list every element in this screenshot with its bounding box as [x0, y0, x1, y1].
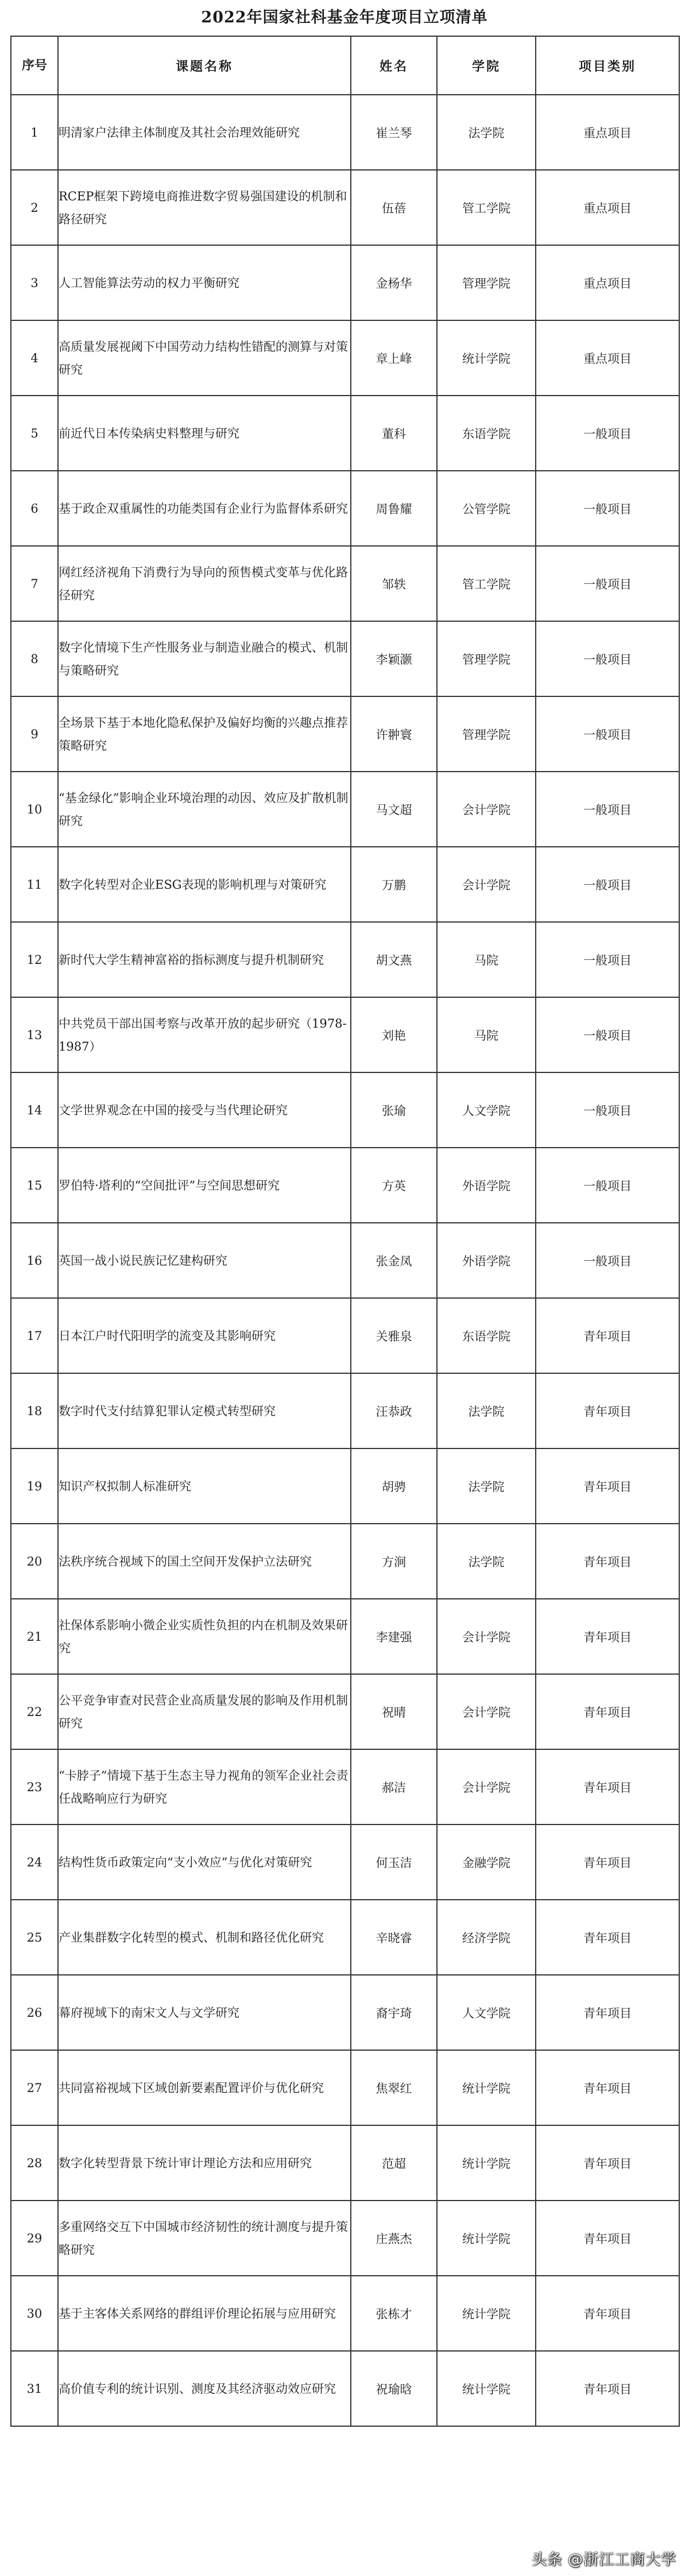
cell-name: 庄燕杰: [351, 2201, 437, 2276]
cell-type: 青年项目: [536, 1824, 679, 1900]
table-row: [11, 1223, 679, 1298]
cell-type: 一般项目: [536, 621, 679, 696]
cell-no: 26: [11, 1975, 58, 2050]
cell-no: 23: [11, 1749, 58, 1824]
cell-college: 外语学院: [437, 1148, 536, 1223]
cell-title: 明清家户法律主体制度及其社会治理效能研究: [58, 95, 351, 170]
table-row: [11, 1524, 679, 1599]
cell-title: 社保体系影响小微企业实质性负担的内在机制及效果研究: [58, 1599, 351, 1674]
cell-name: 祝晴: [351, 1674, 437, 1749]
cell-type: 重点项目: [536, 170, 679, 245]
cell-name: 汪恭政: [351, 1373, 437, 1448]
cell-no: 21: [11, 1599, 58, 1674]
table-row: [11, 772, 679, 847]
cell-title: 结构性货币政策定向“支小效应”与优化对策研究: [58, 1824, 351, 1900]
table-row: [11, 245, 679, 320]
table-row: [11, 2201, 679, 2276]
cell-college: 管工学院: [437, 546, 536, 621]
cell-type: 青年项目: [536, 2351, 679, 2426]
cell-no: 31: [11, 2351, 58, 2426]
cell-type: 青年项目: [536, 1373, 679, 1448]
cell-title: RCEP框架下跨境电商推进数字贸易强国建设的机制和路径研究: [58, 170, 351, 245]
cell-type: 青年项目: [536, 1749, 679, 1824]
cell-title: 全场景下基于本地化隐私保护及偏好均衡的兴趣点推荐策略研究: [58, 696, 351, 772]
cell-type: 一般项目: [536, 546, 679, 621]
table-row: [11, 1599, 679, 1674]
cell-no: 11: [11, 847, 58, 922]
cell-college: 统计学院: [437, 2276, 536, 2351]
table-row: [11, 1749, 679, 1824]
table-row: [11, 1674, 679, 1749]
cell-name: 邹轶: [351, 546, 437, 621]
cell-no: 22: [11, 1674, 58, 1749]
cell-name: 马文超: [351, 772, 437, 847]
table-row: [11, 1373, 679, 1448]
cell-name: 胡骋: [351, 1448, 437, 1524]
cell-college: 金融学院: [437, 1824, 536, 1900]
table-row: [11, 396, 679, 471]
cell-no: 16: [11, 1223, 58, 1298]
cell-type: 一般项目: [536, 696, 679, 772]
cell-type: 重点项目: [536, 245, 679, 320]
cell-title: 数字时代支付结算犯罪认定模式转型研究: [58, 1373, 351, 1448]
cell-title: 数字化转型背景下统计审计理论方法和应用研究: [58, 2125, 351, 2201]
cell-type: 一般项目: [536, 1072, 679, 1148]
cell-college: 统计学院: [437, 320, 536, 396]
cell-college: 会计学院: [437, 1749, 536, 1824]
table-row: [11, 1975, 679, 2050]
cell-title: 日本江户时代阳明学的流变及其影响研究: [58, 1298, 351, 1373]
cell-name: 胡文燕: [351, 922, 437, 997]
cell-type: 一般项目: [536, 1148, 679, 1223]
cell-no: 8: [11, 621, 58, 696]
cell-no: 12: [11, 922, 58, 997]
cell-college: 东语学院: [437, 396, 536, 471]
cell-title: 文学世界观念在中国的接受与当代理论研究: [58, 1072, 351, 1148]
table-row: [11, 1072, 679, 1148]
table-row: [11, 95, 679, 170]
table-row: [11, 1900, 679, 1975]
cell-no: 24: [11, 1824, 58, 1900]
cell-no: 2: [11, 170, 58, 245]
cell-college: 法学院: [437, 1448, 536, 1524]
cell-college: 会计学院: [437, 772, 536, 847]
cell-title: 高质量发展视阈下中国劳动力结构性错配的测算与对策研究: [58, 320, 351, 396]
table-row: [11, 170, 679, 245]
cell-name: 许翀寰: [351, 696, 437, 772]
cell-name: 何玉洁: [351, 1824, 437, 1900]
cell-no: 13: [11, 997, 58, 1072]
cell-college: 法学院: [437, 1373, 536, 1448]
cell-title: 罗伯特·塔利的“空间批评”与空间思想研究: [58, 1148, 351, 1223]
cell-type: 重点项目: [536, 320, 679, 396]
table-row: [11, 2351, 679, 2426]
cell-name: 祝瑜晗: [351, 2351, 437, 2426]
cell-title: 人工智能算法劳动的权力平衡研究: [58, 245, 351, 320]
cell-name: 万鹏: [351, 847, 437, 922]
cell-name: 裔宇琦: [351, 1975, 437, 2050]
cell-title: 基于政企双重属性的功能类国有企业行为监督体系研究: [58, 471, 351, 546]
cell-college: 管工学院: [437, 170, 536, 245]
cell-title: 网红经济视角下消费行为导向的预售模式变革与优化路径研究: [58, 546, 351, 621]
cell-college: 统计学院: [437, 2201, 536, 2276]
cell-name: 章上峰: [351, 320, 437, 396]
table-row: [11, 2050, 679, 2125]
cell-type: 青年项目: [536, 1298, 679, 1373]
cell-type: 青年项目: [536, 2050, 679, 2125]
cell-no: 18: [11, 1373, 58, 1448]
cell-title: 知识产权拟制人标准研究: [58, 1448, 351, 1524]
cell-name: 方英: [351, 1148, 437, 1223]
cell-college: 会计学院: [437, 1674, 536, 1749]
cell-college: 会计学院: [437, 847, 536, 922]
table-row: [11, 2125, 679, 2201]
cell-title: 多重网络交互下中国城市经济韧性的统计测度与提升策略研究: [58, 2201, 351, 2276]
cell-college: 经济学院: [437, 1900, 536, 1975]
cell-college: 外语学院: [437, 1223, 536, 1298]
cell-type: 一般项目: [536, 396, 679, 471]
watermark: 头条 @浙江工商大学: [531, 2551, 676, 2569]
cell-college: 东语学院: [437, 1298, 536, 1373]
cell-name: 焦翠红: [351, 2050, 437, 2125]
cell-title: 英国一战小说民族记忆建构研究: [58, 1223, 351, 1298]
cell-college: 管理学院: [437, 696, 536, 772]
page-title: 2022年国家社科基金年度项目立项清单: [201, 9, 488, 26]
cell-no: 14: [11, 1072, 58, 1148]
cell-name: 李颖灏: [351, 621, 437, 696]
cell-title: “基金绿化”影响企业环境治理的动因、效应及扩散机制研究: [58, 772, 351, 847]
cell-type: 一般项目: [536, 847, 679, 922]
cell-title: 公平竞争审查对民营企业高质量发展的影响及作用机制研究: [58, 1674, 351, 1749]
table-row: [11, 696, 679, 772]
cell-name: 张金凤: [351, 1223, 437, 1298]
cell-type: 一般项目: [536, 1223, 679, 1298]
cell-college: 法学院: [437, 1524, 536, 1599]
cell-no: 6: [11, 471, 58, 546]
cell-title: 前近代日本传染病史料整理与研究: [58, 396, 351, 471]
table-row: [11, 471, 679, 546]
table-row: [11, 2276, 679, 2351]
cell-name: 范超: [351, 2125, 437, 2201]
cell-name: 周鲁耀: [351, 471, 437, 546]
cell-no: 17: [11, 1298, 58, 1373]
cell-type: 青年项目: [536, 1975, 679, 2050]
cell-title: 数字化情境下生产性服务业与制造业融合的模式、机制与策略研究: [58, 621, 351, 696]
table-row: [11, 1298, 679, 1373]
cell-college: 马院: [437, 922, 536, 997]
cell-college: 统计学院: [437, 2351, 536, 2426]
cell-college: 统计学院: [437, 2050, 536, 2125]
cell-college: 管理学院: [437, 621, 536, 696]
cell-type: 青年项目: [536, 1599, 679, 1674]
cell-name: 张栋才: [351, 2276, 437, 2351]
cell-name: 方涧: [351, 1524, 437, 1599]
cell-name: 崔兰琴: [351, 95, 437, 170]
cell-no: 1: [11, 95, 58, 170]
header-college: 学院: [437, 36, 536, 95]
cell-college: 人文学院: [437, 1975, 536, 2050]
cell-no: 4: [11, 320, 58, 396]
cell-type: 青年项目: [536, 2276, 679, 2351]
cell-no: 25: [11, 1900, 58, 1975]
cell-no: 30: [11, 2276, 58, 2351]
cell-type: 一般项目: [536, 772, 679, 847]
cell-no: 10: [11, 772, 58, 847]
cell-title: 产业集群数字化转型的模式、机制和路径优化研究: [58, 1900, 351, 1975]
cell-title: 法秩序统合视域下的国土空间开发保护立法研究: [58, 1524, 351, 1599]
table-row: [11, 1824, 679, 1900]
cell-title: 中共党员干部出国考察与改革开放的起步研究（1978-1987）: [58, 997, 351, 1072]
cell-no: 5: [11, 396, 58, 471]
cell-college: 会计学院: [437, 1599, 536, 1674]
cell-college: 人文学院: [437, 1072, 536, 1148]
header-type: 项目类别: [536, 36, 679, 95]
cell-title: 共同富裕视域下区域创新要素配置评价与优化研究: [58, 2050, 351, 2125]
cell-name: 郝洁: [351, 1749, 437, 1824]
cell-name: 董科: [351, 396, 437, 471]
cell-no: 3: [11, 245, 58, 320]
header-name: 姓名: [351, 36, 437, 95]
table-row: [11, 1448, 679, 1524]
cell-name: 伍蓓: [351, 170, 437, 245]
cell-type: 一般项目: [536, 471, 679, 546]
cell-title: 高价值专利的统计识别、测度及其经济驱动效应研究: [58, 2351, 351, 2426]
cell-no: 7: [11, 546, 58, 621]
header-title: 课题名称: [58, 36, 351, 95]
table-row: [11, 997, 679, 1072]
cell-no: 15: [11, 1148, 58, 1223]
cell-type: 重点项目: [536, 95, 679, 170]
table-row: [11, 320, 679, 396]
cell-college: 管理学院: [437, 245, 536, 320]
cell-name: 金杨华: [351, 245, 437, 320]
cell-name: 关雅泉: [351, 1298, 437, 1373]
cell-title: 幕府视域下的南宋文人与文学研究: [58, 1975, 351, 2050]
table-row: [11, 922, 679, 997]
project-list-table: [10, 36, 680, 2427]
cell-college: 统计学院: [437, 2125, 536, 2201]
table-row: [11, 1148, 679, 1223]
table-row: [11, 621, 679, 696]
cell-name: 张瑜: [351, 1072, 437, 1148]
cell-type: 青年项目: [536, 1524, 679, 1599]
cell-no: 27: [11, 2050, 58, 2125]
cell-type: 青年项目: [536, 1448, 679, 1524]
cell-no: 19: [11, 1448, 58, 1524]
cell-college: 法学院: [437, 95, 536, 170]
cell-type: 青年项目: [536, 2125, 679, 2201]
cell-no: 20: [11, 1524, 58, 1599]
table-row: [11, 847, 679, 922]
cell-no: 9: [11, 696, 58, 772]
cell-name: 辛晓睿: [351, 1900, 437, 1975]
cell-college: 马院: [437, 997, 536, 1072]
cell-title: “卡脖子”情境下基于生态主导力视角的领军企业社会责任战略响应行为研究: [58, 1749, 351, 1824]
cell-title: 基于主客体关系网络的群组评价理论拓展与应用研究: [58, 2276, 351, 2351]
table-header-row: [11, 36, 679, 95]
cell-type: 青年项目: [536, 1674, 679, 1749]
cell-no: 28: [11, 2125, 58, 2201]
cell-name: 刘艳: [351, 997, 437, 1072]
cell-name: 李建强: [351, 1599, 437, 1674]
cell-type: 青年项目: [536, 2201, 679, 2276]
cell-no: 29: [11, 2201, 58, 2276]
table-row: [11, 546, 679, 621]
cell-college: 公管学院: [437, 471, 536, 546]
cell-type: 一般项目: [536, 997, 679, 1072]
cell-type: 青年项目: [536, 1900, 679, 1975]
header-no: 序号: [11, 36, 58, 95]
cell-title: 新时代大学生精神富裕的指标测度与提升机制研究: [58, 922, 351, 997]
cell-title: 数字化转型对企业ESG表现的影响机理与对策研究: [58, 847, 351, 922]
cell-type: 一般项目: [536, 922, 679, 997]
